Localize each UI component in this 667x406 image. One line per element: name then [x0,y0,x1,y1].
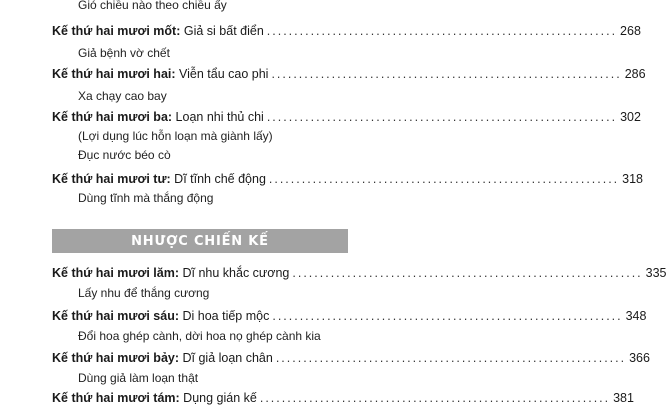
entry-title: Di hoa tiếp mộc [179,309,270,323]
toc-entry[interactable] [52,391,634,406]
entry-note: Dùng tĩnh mà thắng động [78,191,214,205]
page-number: 318 [622,172,644,186]
page-number: 366 [629,351,650,365]
entry-title: Dĩ nhu khắc cương [179,266,290,280]
entry-title: Loạn nhi thủ chi [172,110,264,124]
entry-note: Đục nước béo cò [78,148,171,162]
dot-leader: ................................................................ [268,172,620,186]
entry-note: Dùng giả làm loạn thật [78,371,199,385]
entry-note: Xa chạy cao bay [78,89,167,103]
entry-note: Lấy nhu để thắng cương [78,286,210,300]
dot-leader: ................................................................ [266,24,618,38]
entry-title: Dụng gián kế [179,391,257,405]
entry-title: Viễn tẩu cao phi [175,67,269,81]
page-number: 268 [620,24,641,38]
page-number: 302 [620,110,641,124]
entry-prefix: Kế thứ hai mươi hai: [52,67,176,81]
entry-title: Dĩ tĩnh chế động [170,172,266,186]
dot-leader: ................................................................ [292,266,643,280]
entry-prefix: Kế thứ hai mươi mốt: [52,24,181,38]
section-heading-banner [52,229,348,253]
section-heading: NHƯỢC CHIẾN KẾ [131,233,269,249]
page-number: 348 [625,309,647,323]
entry-prefix: Kế thứ hai mươi tư: [52,172,171,186]
page-number: 335 [645,266,667,280]
dot-leader: ................................................................ [275,351,627,365]
dot-leader: ................................................................ [271,67,622,81]
dot-leader: ................................................................ [272,309,623,323]
page-number: 381 [613,391,634,405]
entry-prefix: Kế thứ hai mươi ba: [52,110,173,124]
entry-note: Gió chiều nào theo chiều ấy [78,0,227,12]
entry-note: Giả bệnh vờ chết [78,46,170,60]
dot-leader: ................................................................ [266,110,618,124]
toc-entry[interactable] [52,309,647,324]
toc-entry[interactable] [52,351,650,366]
toc-entry[interactable] [52,172,644,187]
entry-prefix: Kế thứ hai mươi bảy: [52,351,180,365]
entry-prefix: Kế thứ hai mươi lăm: [52,266,180,280]
entry-note: (Lợi dụng lúc hỗn loạn mà giành lấy) [78,129,273,143]
entry-title: Giả si bất điển [180,24,264,38]
toc-entry[interactable] [52,67,646,82]
entry-note: Đổi hoa ghép cành, dời hoa nọ ghép cành kia [78,329,321,343]
page-number: 286 [624,67,646,81]
dot-leader: ................................................................ [259,391,611,405]
entry-prefix: Kế thứ hai mươi sáu: [52,309,180,323]
entry-prefix: Kế thứ hai mươi tám: [52,391,180,405]
entry-title: Dĩ giả loạn chân [179,351,273,365]
toc-entry[interactable] [52,110,641,125]
toc-entry[interactable] [52,24,641,39]
toc-entry[interactable] [52,266,667,281]
